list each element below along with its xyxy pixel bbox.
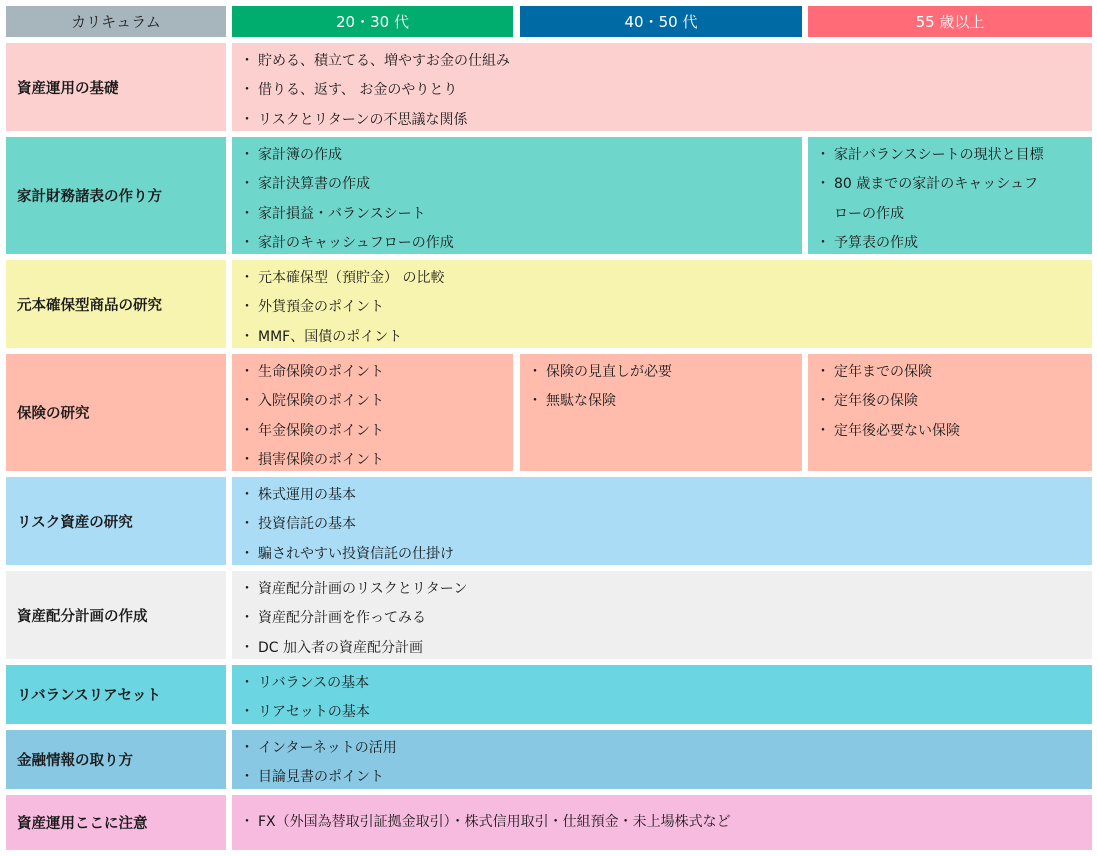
- row-items-risk-assets: [232, 477, 1092, 565]
- list-item: ・ 家計損益・バランスシート: [240, 205, 426, 222]
- list-item: ・ 予算表の作成: [816, 235, 918, 252]
- row-items-caution: [232, 795, 1092, 850]
- row-label-principal: [6, 260, 226, 348]
- row-label-text: 資産運用ここに注意: [17, 816, 148, 832]
- list-item: ・ 生命保険のポイント: [240, 364, 384, 380]
- list-item: ・ リスクとリターンの不思議な関係: [240, 111, 468, 128]
- list-item: ・ 元本確保型（預貯金） の比較: [240, 270, 445, 286]
- list-item: ・ 投資信託の基本: [240, 516, 356, 533]
- header-curriculum-label: カリキュラム: [71, 13, 161, 31]
- row-label-risk-assets: [6, 477, 226, 565]
- list-item: ・ 株式運用の基本: [240, 487, 356, 503]
- row-label-basics: [6, 43, 226, 131]
- header-55-plus-label: 55 歳以上: [915, 13, 985, 31]
- list-item: ・ 年金保険のポイント: [240, 422, 384, 439]
- row-label-caution: [6, 795, 226, 850]
- list-item: ・ 借りる、返す、 お金のやりとり: [240, 82, 458, 99]
- row-items-insurance-young: [232, 354, 513, 471]
- row-items-allocation: [232, 571, 1092, 659]
- list-item: ・ FX（外国為替取引証拠金取引）・株式信用取引・仕組預金・未上場株式など: [240, 814, 731, 830]
- row-label-text: 金融情報の取り方: [17, 753, 133, 769]
- list-item: ・ 80 歳までの家計のキャッシュフ: [816, 176, 1038, 193]
- row-label-text: リスク資産の研究: [17, 514, 133, 531]
- list-item: ・ 資産配分計画のリスクとリターン: [240, 581, 468, 597]
- row-label-financial-info: [6, 730, 226, 789]
- row-items-principal: [232, 260, 1092, 348]
- row-items-insurance-senior: [808, 354, 1092, 471]
- list-item: ・ 定年後必要ない保険: [816, 422, 960, 439]
- list-item: ・ 定年までの保険: [816, 364, 932, 380]
- row-label-text: 元本確保型商品の研究: [17, 297, 162, 314]
- row-label-text: リバランスリアセット: [17, 688, 161, 704]
- list-item: ・ 家計簿の作成: [240, 147, 342, 163]
- list-item: ・ 家計決算書の作成: [240, 176, 370, 193]
- list-item: ・ DC 加入者の資産配分計画: [240, 639, 424, 656]
- header-20-30: [232, 6, 513, 37]
- header-40-50: [520, 6, 802, 37]
- row-label-text: 保険の研究: [17, 406, 90, 422]
- list-item: ・ リアセットの基本: [240, 704, 370, 721]
- header-curriculum: [6, 6, 226, 37]
- list-item: ・ 家計のキャッシュフローの作成: [240, 235, 454, 252]
- row-label-rebalance: [6, 665, 226, 724]
- list-item: ・ 定年後の保険: [816, 393, 918, 410]
- row-label-text: 資産運用の基礎: [17, 80, 119, 97]
- list-item: ・ リバランスの基本: [240, 675, 370, 691]
- list-item: ・ 入院保険のポイント: [240, 393, 384, 410]
- row-items-basics: [232, 43, 1092, 131]
- row-items-insurance-middle: [520, 354, 802, 471]
- row-items-rebalance: [232, 665, 1092, 724]
- row-label-text: 資産配分計画の作成: [17, 608, 148, 625]
- list-item-continuation: ローの作成: [834, 205, 904, 222]
- header-55-plus: [808, 6, 1092, 37]
- list-item: ・ 保険の見直しが必要: [528, 364, 672, 380]
- row-label-allocation: [6, 571, 226, 659]
- row-items-financial-info: [232, 730, 1092, 789]
- row-label-statements: [6, 137, 226, 254]
- row-label-text: 家計財務諸表の作り方: [17, 189, 162, 205]
- list-item: ・ 損害保険のポイント: [240, 452, 384, 469]
- list-item: ・ 外貨預金のポイント: [240, 299, 384, 316]
- list-item: ・ 貯める、積立てる、増やすお金の仕組み: [240, 53, 510, 69]
- list-item: ・ 資産配分計画を作ってみる: [240, 610, 426, 627]
- list-item: ・ 目論見書のポイント: [240, 769, 384, 786]
- header-20-30-label: 20・30 代: [336, 13, 409, 31]
- header-40-50-label: 40・50 代: [624, 13, 698, 31]
- list-item: ・ MMF、国債のポイント: [240, 328, 403, 345]
- list-item: ・ 騙されやすい投資信託の仕掛け: [240, 545, 454, 562]
- list-item: ・ インターネットの活用: [240, 740, 397, 756]
- list-item: ・ 無駄な保険: [528, 393, 616, 410]
- list-item: ・ 家計バランスシートの現状と目標: [816, 147, 1044, 163]
- row-items-statements-young: [232, 137, 802, 254]
- row-items-statements-senior: [808, 137, 1092, 254]
- row-label-insurance: [6, 354, 226, 471]
